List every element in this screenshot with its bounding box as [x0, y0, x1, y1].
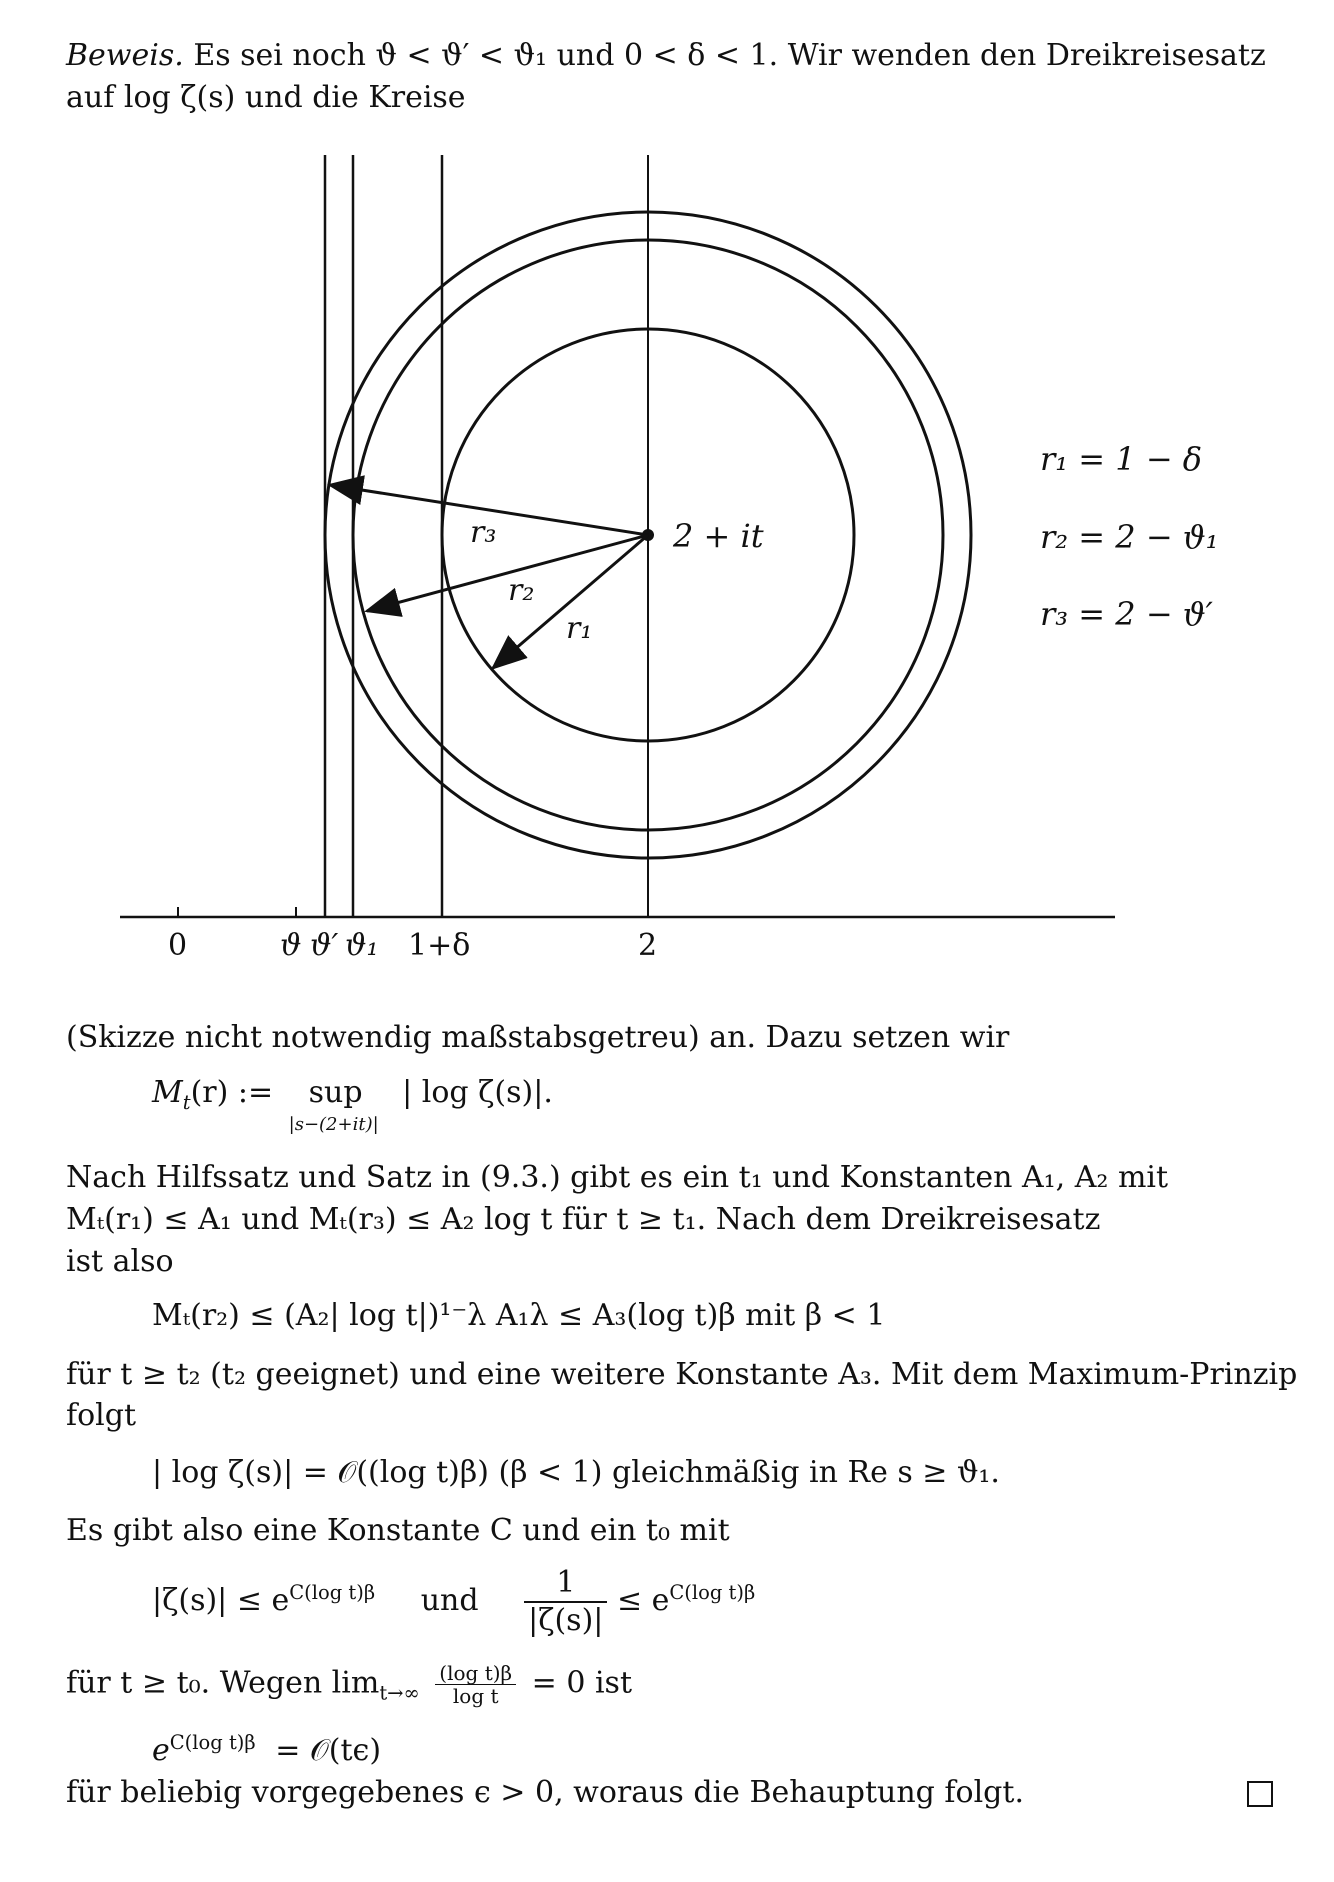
- radius-label-r3: r₃: [470, 515, 497, 550]
- fuer-t0-a: für t ≥ t₀. Wegen lim: [66, 1665, 380, 1701]
- axis-label-0: 0: [168, 928, 188, 963]
- fuer-t0-fraction: [435, 1662, 516, 1707]
- def-sup-op: [288, 1075, 379, 1135]
- nach-line-2: Mₜ(r₁) ≤ A₁ und Mₜ(r₃) ≤ A₂ log t für t ≥ t₁. Nach dem Dreikreisesatz: [66, 1202, 1101, 1237]
- radius-label-r1: r₁: [566, 611, 593, 646]
- legend-r2: r₂ = 2 − ϑ₁: [1040, 518, 1219, 556]
- bound-und: und: [420, 1583, 479, 1618]
- bound-exp-right: C(log t)β: [669, 1581, 756, 1604]
- nach-line-1-text: Nach Hilfssatz und Satz in (9.3.) gibt es ein t₁ und Konstanten A₁, A₂ mit: [66, 1160, 1169, 1195]
- bound-exp-left: C(log t)β: [289, 1581, 376, 1604]
- axis-label-theta-prime: ϑ′: [310, 928, 339, 963]
- fuer-line-2: folgt: [66, 1398, 137, 1433]
- final-rhs: = 𝒪(tϵ): [275, 1733, 382, 1768]
- axis-label-theta: ϑ: [280, 928, 302, 963]
- radius-label-r2: r₂: [508, 573, 535, 608]
- fuer-t0-frac-den: log t: [452, 1684, 499, 1708]
- nach-line-3: ist also: [66, 1244, 174, 1279]
- def-sup: sup: [308, 1075, 363, 1110]
- def-mid: (r) :=: [190, 1075, 274, 1110]
- bound-left: |ζ(s)| ≤ e: [152, 1583, 290, 1618]
- fuer-line-1: für t ≥ t₂ (t₂ geeignet) und eine weitere Konstante A₃. Mit dem Maximum-Prinzip: [66, 1357, 1298, 1392]
- bound-frac-num: 1: [524, 1565, 607, 1603]
- center-label: 2 + it: [673, 517, 764, 555]
- def-sup-sub: |s−(2+it)|: [288, 1114, 379, 1135]
- qed-box: [1247, 1781, 1273, 1807]
- equation-final: [152, 1725, 381, 1769]
- intro-line-2: auf log ζ(s) und die Kreise: [66, 80, 466, 115]
- def-M: M: [152, 1075, 183, 1110]
- legend-r3: r₃ = 2 − ϑ′: [1040, 595, 1213, 633]
- fuer-t0-b: = 0 ist: [531, 1665, 632, 1701]
- bounds-zeta: [152, 1565, 755, 1639]
- bound-fraction: [524, 1565, 607, 1639]
- intro-text-1: Es sei noch ϑ < ϑ′ < ϑ₁ und 0 < δ < 1. Wir wenden den Dreikreisesatz: [193, 38, 1266, 73]
- equation-log-zeta: | log ζ(s)| = 𝒪((log t)β) (β < 1) gleichmäßig in Re s ≥ ϑ₁.: [152, 1455, 1000, 1490]
- skizze-line: (Skizze nicht notwendig maßstabsgetreu) an. Dazu setzen wir: [66, 1020, 1010, 1055]
- axis-label-2: 2: [638, 928, 658, 963]
- bound-frac-den: |ζ(s)|: [528, 1603, 604, 1638]
- final-exp: C(log t)β: [169, 1731, 256, 1754]
- final-base: e: [152, 1733, 170, 1768]
- inequality-Mt-r2: Mₜ(r₂) ≤ (A₂| log t|)¹⁻λ A₁λ ≤ A₃(log t)β mit β < 1: [152, 1298, 886, 1333]
- def-sub: t: [182, 1091, 191, 1114]
- beweis-label: Beweis.: [66, 38, 184, 73]
- es-gibt-line: Es gibt also eine Konstante C und ein t₀ mit: [66, 1513, 730, 1548]
- definition-Mt: [152, 1075, 553, 1135]
- bound-right: ≤ e: [616, 1583, 670, 1618]
- fuer-t0-frac-num: (log t)β: [435, 1662, 516, 1685]
- fuer-t0-line: [66, 1662, 632, 1712]
- closing-line: für beliebig vorgegebenes ϵ > 0, woraus die Behauptung folgt.: [66, 1775, 1024, 1810]
- def-rhs: | log ζ(s)|.: [402, 1075, 553, 1110]
- legend-r1: r₁ = 1 − δ: [1040, 440, 1203, 478]
- axis-label-theta-1: ϑ₁: [345, 928, 379, 963]
- fuer-t0-lim: t→∞: [379, 1681, 420, 1705]
- nach-line-1: [66, 1160, 1276, 1196]
- axis-label-one-plus-delta: 1+δ: [408, 928, 471, 963]
